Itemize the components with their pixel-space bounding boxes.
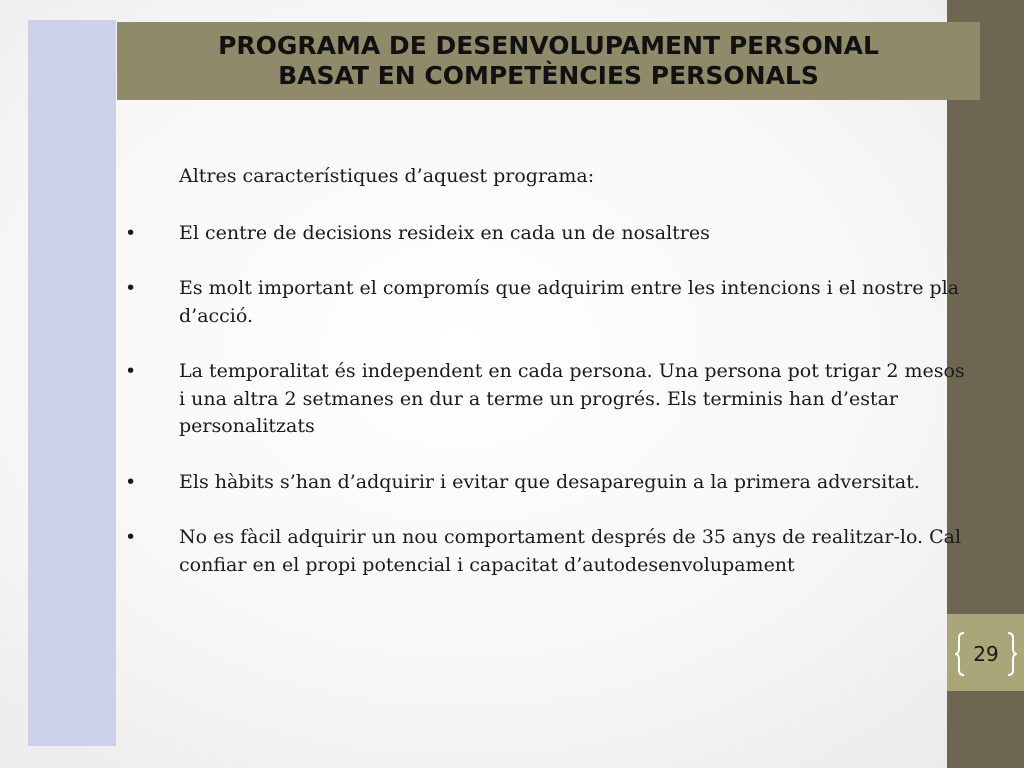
slide-title <box>218 31 879 91</box>
slide-body <box>125 163 965 607</box>
bullet-marker: • <box>125 221 137 244</box>
bullet-list <box>125 220 965 580</box>
page-number: 29 <box>973 642 999 666</box>
bullet-text: Els hàbits s’han d’adquirir i evitar que desapareguin a la primera adversitat. <box>179 470 920 493</box>
bullet-text: No es fàcil adquirir un nou comportament després de 35 anys de realitzar-lo. Cal confiar en el propi potencial i capacitat d’autodesenvolupament <box>179 526 962 576</box>
bullet-text: El centre de decisions resideix en cada un de nosaltres <box>179 221 710 244</box>
page-number-badge <box>955 632 1017 676</box>
bullet-item-1 <box>125 220 965 248</box>
left-decorative-panel <box>28 20 116 746</box>
slide-title-line-1: PROGRAMA DE DESENVOLUPAMENT PERSONAL <box>218 31 879 60</box>
title-bar <box>117 22 980 100</box>
bullet-marker: • <box>125 360 137 382</box>
bullet-item-2 <box>125 275 965 330</box>
bullet-item-5 <box>125 524 965 579</box>
bullet-marker: • <box>125 526 137 548</box>
bullet-item-3 <box>125 358 965 441</box>
bullet-text: La temporalitat és independent en cada persona. Una persona pot trigar 2 mesos i una altra 2 setmanes en dur a terme un progrés. Els terminis han d’estar personalitzats <box>179 360 965 437</box>
bullet-marker: • <box>125 470 137 493</box>
bullet-marker: • <box>125 277 137 299</box>
bullet-item-4 <box>125 469 965 497</box>
intro-text: Altres característiques d’aquest programa: <box>179 165 595 187</box>
bullet-text: Es molt important el compromís que adquirim entre les intencions i el nostre pla d’acció. <box>179 277 960 327</box>
slide-title-line-2: BASAT EN COMPETÈNCIES PERSONALS <box>278 61 819 90</box>
